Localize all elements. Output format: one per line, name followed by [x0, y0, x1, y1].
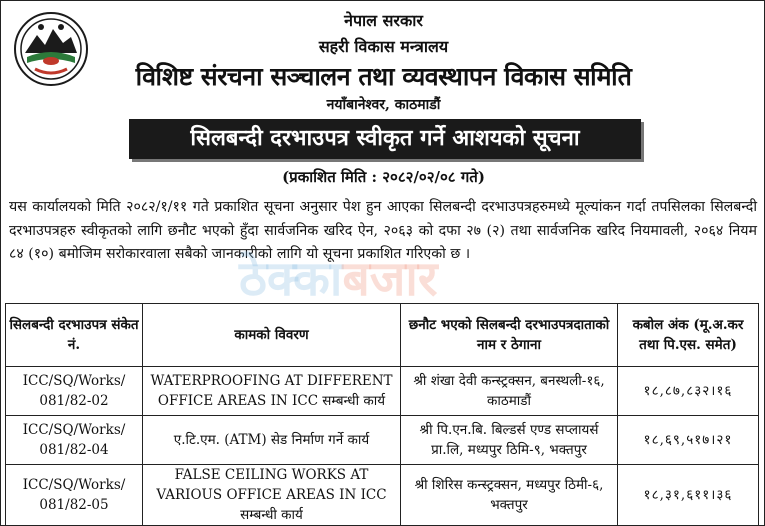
- table-row: [6, 416, 759, 465]
- cell-bidder: श्री पि.एन.बि. बिल्डर्स एण्ड सप्लायर्स प्रा.लि, मध्यपुर ठिमि-९, भक्तपुर: [401, 416, 618, 465]
- cell-bidder: श्री शंखा देवी कन्स्ट्रक्सन, बनस्थली-१६, काठमाडौं: [401, 367, 618, 416]
- cell-work: FALSE CEILING WORKS AT VARIOUS OFFICE AREAS IN ICC सम्बन्धी कार्य: [143, 465, 401, 526]
- header-amount: कबोल अंक (मू.अ.कर तथा पि.एस. समेत): [618, 304, 759, 367]
- watermark-part-2: बजार: [342, 251, 438, 307]
- table-row: [6, 465, 759, 526]
- header-work: कामको विवरण: [143, 304, 401, 367]
- government-title: नेपाल सरकार: [344, 11, 423, 30]
- cell-code: ICC/SQ/Works/ 081/82-05: [6, 465, 143, 526]
- cell-code: ICC/SQ/Works/ 081/82-04: [6, 416, 143, 465]
- cell-amount: १८,६९,५१७।२१: [618, 416, 759, 465]
- watermark: [239, 245, 437, 310]
- table-row: [6, 367, 759, 416]
- ministry-title: सहरी विकास मन्त्रालय: [318, 37, 449, 56]
- notice-body-text: यस कार्यालयको मिति २०८२/१/११ गते प्रकाशित सूचना अनुसार पेश हुन आएका सिलबन्दी दरभाउपत्रहरुमध्ये मूल्यांकन गर्दा तपसिलका सिलबन्दी दरभाउपत्रहरु स्वीकृतको लागि छनौट भएको हुँदा सार्वजनिक खरिद ऐन, २०६३ को दफा २७ (२) तथा सार्वजनिक खरिद नियमावली, २०६४ नियम ८४ (१०) बमोजिम सरोकारवाला सबैको जानकारीको लागि यो सूचना प्रकाशित गरिएको छ ।: [9, 199, 757, 262]
- header-code: सिलबन्दी दरभाउपत्र संकेत नं.: [6, 304, 143, 367]
- header-bidder: छनौट भएको सिलबन्दी दरभाउपत्रदाताको नाम र ठेगाना: [401, 304, 618, 367]
- cell-work: WATERPROOFING AT DIFFERENT OFFICE AREAS IN ICC सम्बन्धी कार्य: [143, 367, 401, 416]
- notice-title-banner: सिलबन्दी दरभाउपत्र स्वीकृत गर्ने आशयको सूचना: [129, 119, 641, 159]
- table-header-row: [6, 304, 759, 367]
- committee-title: विशिष्ट संरचना सञ्चालन तथा व्यवस्थापन विकास समिति: [135, 62, 632, 91]
- office-location: नयाँबानेश्वर, काठमाडौं: [326, 97, 441, 113]
- cell-code: ICC/SQ/Works/ 081/82-02: [6, 367, 143, 416]
- cell-amount: १८,८७,८३२।१६: [618, 367, 759, 416]
- cell-work: ए.टि.एम. (ATM) सेड निर्माण गर्ने कार्य: [143, 416, 401, 465]
- watermark-part-1: ठेक्का: [239, 251, 343, 307]
- cell-bidder: श्री शिरिस कन्स्ट्रक्सन, मध्यपुर ठिमी-६, भक्तपुर: [401, 465, 618, 526]
- published-date: (प्रकाशित मिति : २०८२/०२/०८ गते): [282, 168, 485, 186]
- selected-bids-table: [5, 303, 759, 526]
- cell-amount: १८,३१,६११।३६: [618, 465, 759, 526]
